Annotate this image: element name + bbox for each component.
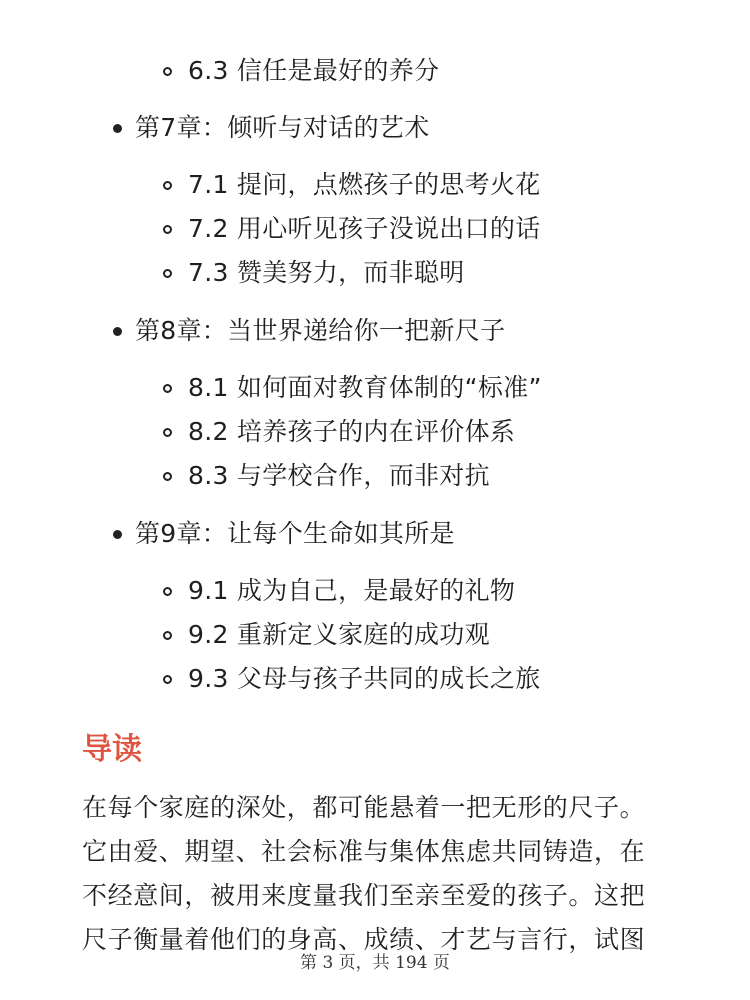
circle-bullet-icon	[163, 631, 172, 640]
toc-item-9-3: 9.3 父母与孩子共同的成长之旅	[188, 664, 541, 693]
paragraph-line: 不经意间，被用来度量我们至亲至爱的孩子。这把	[82, 881, 646, 910]
toc-chapter-7: 第7章：倾听与对话的艺术	[135, 113, 430, 142]
circle-bullet-icon	[163, 269, 172, 278]
toc-chapter-8: 第8章：当世界递给你一把新尺子	[135, 316, 506, 345]
circle-bullet-icon	[163, 587, 172, 596]
toc-item-8-2: 8.2 培养孩子的内在评价体系	[188, 417, 516, 446]
disc-bullet-icon	[113, 327, 122, 336]
circle-bullet-icon	[163, 181, 172, 190]
paragraph-line: 在每个家庭的深处，都可能悬着一把无形的尺子。	[82, 793, 646, 822]
paragraph-line: 它由爱、期望、社会标准与集体焦虑共同铸造，在	[82, 837, 646, 866]
toc-item-8-1: 8.1 如何面对教育体制的“标准”	[188, 373, 542, 402]
circle-bullet-icon	[163, 428, 172, 437]
toc-item-7-3: 7.3 赞美努力，而非聪明	[188, 258, 465, 287]
toc-item-9-1: 9.1 成为自己，是最好的礼物	[188, 576, 516, 605]
toc-chapter-9: 第9章：让每个生命如其所是	[135, 519, 455, 548]
intro-paragraph	[82, 786, 682, 962]
toc-item-8-3: 8.3 与学校合作，而非对抗	[188, 461, 490, 490]
toc-item-7-2: 7.2 用心听见孩子没说出口的话	[188, 214, 541, 243]
page-number-footer: 第 3 页，共 194 页	[300, 953, 450, 973]
paragraph-line: 尺子衡量着他们的身高、成绩、才艺与言行，试图	[82, 925, 646, 954]
circle-bullet-icon	[163, 67, 172, 76]
circle-bullet-icon	[163, 225, 172, 234]
circle-bullet-icon	[163, 675, 172, 684]
toc-item-6-3: 6.3 信任是最好的养分	[188, 56, 440, 85]
toc-item-9-2: 9.2 重新定义家庭的成功观	[188, 620, 490, 649]
toc-item-7-1: 7.1 提问，点燃孩子的思考火花	[188, 170, 541, 199]
section-heading: 导读	[82, 732, 142, 767]
disc-bullet-icon	[113, 530, 122, 539]
disc-bullet-icon	[113, 124, 122, 133]
circle-bullet-icon	[163, 384, 172, 393]
circle-bullet-icon	[163, 472, 172, 481]
